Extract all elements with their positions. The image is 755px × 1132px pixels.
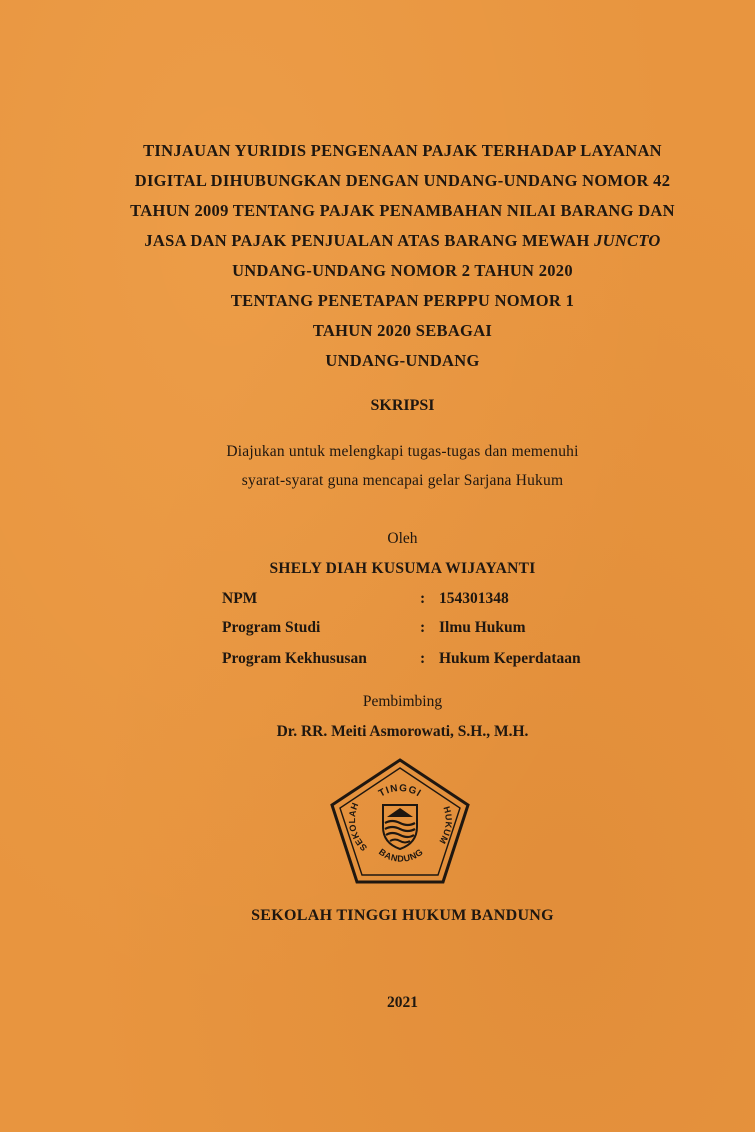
logo-wave-3 — [386, 833, 414, 837]
logo-text-right: HUKUM — [437, 805, 454, 846]
logo-text-bottom: BANDUNG — [376, 846, 426, 864]
institution-name: SEKOLAH TINGGI HUKUM BANDUNG — [251, 907, 554, 924]
purpose-line-2: syarat-syarat guna mencapai gelar Sarjana Hukum — [241, 472, 564, 489]
npm-separator: : — [420, 590, 426, 607]
title-line-6: TENTANG PENETAPAN PERPPU NOMOR 1 — [230, 291, 575, 310]
logo-wave-4 — [390, 840, 410, 843]
thesis-title — [60, 136, 745, 376]
advisor-label: Pembimbing — [362, 693, 443, 710]
title-line-4 — [60, 226, 745, 256]
institution-logo — [325, 755, 475, 890]
program-kekhususan-separator: : — [420, 650, 426, 667]
title-line-5: UNDANG-UNDANG NOMOR 2 TAHUN 2020 — [232, 261, 573, 280]
title-italic-word: JUNCTO — [594, 231, 661, 250]
info-row-program-studi — [222, 619, 622, 643]
info-row-program-kekhususan — [222, 650, 622, 674]
logo-roof-shape — [387, 808, 413, 817]
by-label: Oleh — [387, 530, 418, 547]
logo-wave-2 — [385, 827, 415, 831]
svg-text:TINGGI — [377, 783, 423, 800]
program-studi-label: Program Studi — [222, 619, 321, 636]
author-name: SHELY DIAH KUSUMA WIJAYANTI — [269, 560, 536, 577]
title-line-4-text: JASA DAN PAJAK PENJUALAN ATAS BARANG MEWAH — [144, 231, 595, 250]
title-line-1: TINJAUAN YURIDIS PENGENAAN PAJAK TERHADAP LAYANAN — [143, 141, 662, 160]
title-line-3: TAHUN 2009 TENTANG PAJAK PENAMBAHAN NILAI BARANG DAN — [130, 201, 675, 220]
title-line-8: UNDANG-UNDANG — [325, 351, 480, 370]
logo-text-top: TINGGI — [377, 782, 424, 800]
advisor-name: Dr. RR. Meiti Asmorowati, S.H., M.H. — [276, 723, 529, 740]
npm-value: 154301348 — [439, 590, 509, 607]
logo-text-left: SEKOLAH — [347, 800, 370, 854]
title-line-7: TAHUN 2020 SEBAGAI — [312, 321, 493, 340]
info-row-npm — [222, 590, 622, 614]
svg-text:HUKUM — [437, 805, 454, 846]
logo-emblem-shield — [383, 805, 417, 849]
program-kekhususan-label: Program Kekhususan — [222, 650, 367, 667]
program-kekhususan-value: Hukum Keperdataan — [439, 650, 581, 667]
year: 2021 — [387, 994, 418, 1011]
logo-wave-1 — [385, 821, 415, 825]
program-studi-value: Ilmu Hukum — [439, 619, 526, 636]
program-studi-separator: : — [420, 619, 426, 636]
title-line-2: DIGITAL DIHUBUNGKAN DENGAN UNDANG-UNDANG NOMOR 42 — [134, 171, 671, 190]
purpose-line-1: Diajukan untuk melengkapi tugas-tugas dan memenuhi — [226, 443, 579, 460]
svg-text:SEKOLAH — [347, 801, 369, 853]
npm-label: NPM — [222, 590, 258, 607]
document-type: SKRIPSI — [370, 397, 435, 414]
